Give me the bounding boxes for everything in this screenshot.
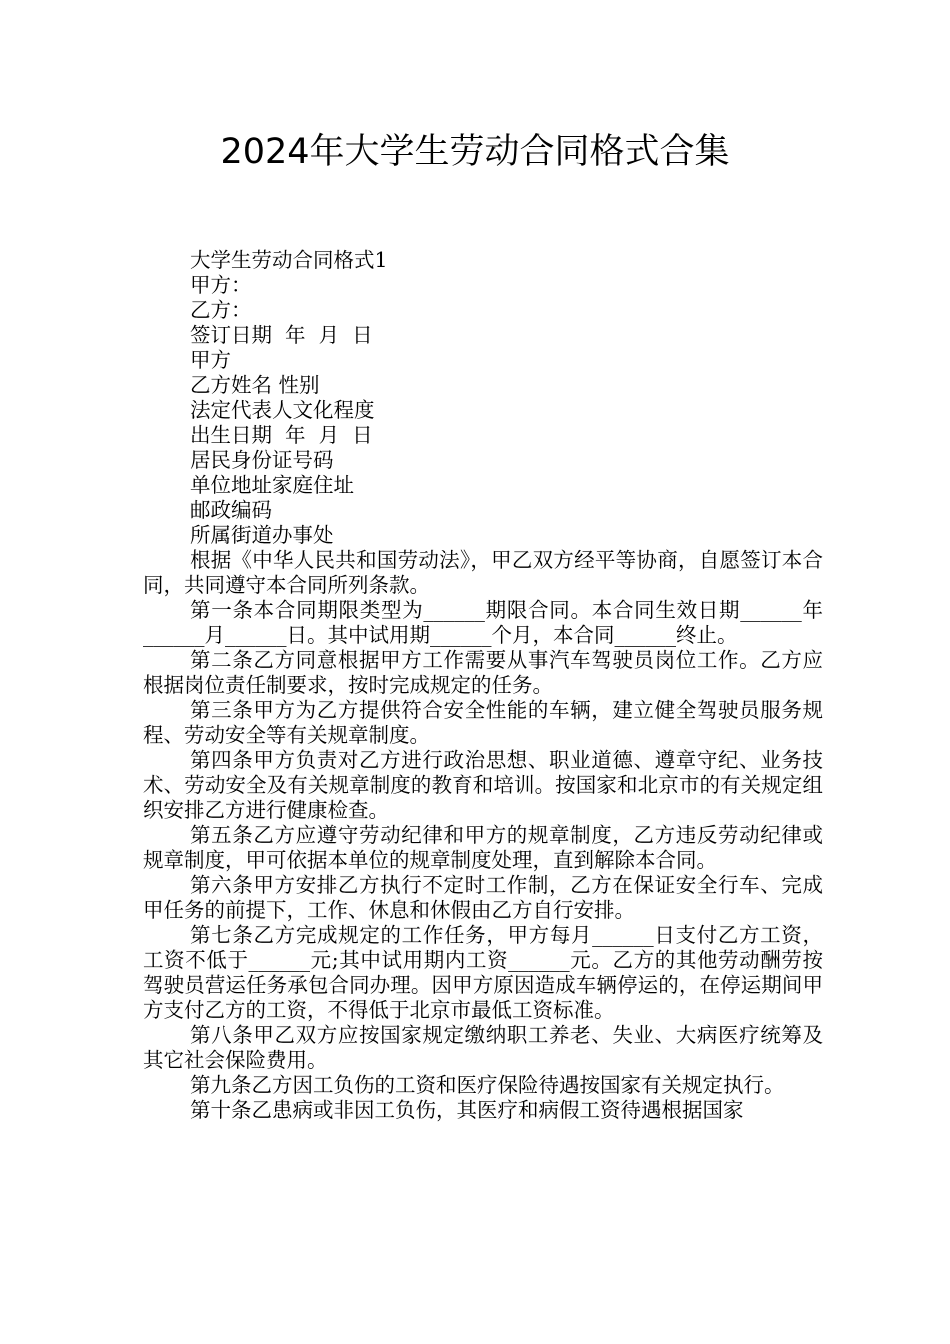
- paragraph-article-10: 第十条乙患病或非因工负伤，其医疗和病假工资待遇根据国家: [190, 1098, 744, 1122]
- header-line: 甲方: [190, 348, 231, 372]
- header-line: 大学生劳动合同格式1: [190, 248, 388, 272]
- document-body: [143, 248, 823, 1123]
- header-line: 邮政编码: [190, 498, 272, 522]
- header-line: 甲方：: [190, 273, 252, 297]
- header-line: 乙方姓名 性别: [190, 373, 320, 397]
- header-line: 所属街道办事处: [190, 523, 334, 547]
- header-line: 乙方：: [190, 298, 252, 322]
- paragraph-article-5: 第五条乙方应遵守劳动纪律和甲方的规章制度，乙方违反劳动纪律或规章制度，甲可依据本单位的规章制度处理，直到解除本合同。: [143, 823, 823, 872]
- paragraph-article-9: 第九条乙方因工负伤的工资和医疗保险待遇按国家有关规定执行。: [190, 1073, 785, 1097]
- paragraph-article-6: 第六条甲方安排乙方执行不定时工作制，乙方在保证安全行车、完成甲任务的前提下，工作、休息和休假由乙方自行安排。: [143, 873, 823, 922]
- paragraph-article-1: 第一条本合同期限类型为______期限合同。本合同生效日期______年______月______日。其中试用期______个月，本合同______终止。: [143, 598, 823, 647]
- paragraph-article-7: 第七条乙方完成规定的工作任务，甲方每月______日支付乙方工资，工资不低于______元;其中试用期内工资______元。乙方的其他劳动酬劳按驾驶员营运任务承包合同办理。因甲方原因造成车辆停运的，在停运期间甲方支付乙方的工资，不得低于北京市最低工资标准。: [143, 923, 823, 1022]
- header-line: 签订日期 年 月 日: [190, 323, 373, 347]
- paragraph-preamble: 根据《中华人民共和国劳动法》，甲乙双方经平等协商，自愿签订本合同，共同遵守本合同所列条款。: [143, 548, 823, 597]
- paragraph-article-4: 第四条甲方负责对乙方进行政治思想、职业道德、遵章守纪、业务技术、劳动安全及有关规章制度的教育和培训。按国家和北京市的有关规定组织安排乙方进行健康检查。: [143, 748, 823, 822]
- paragraph-article-3: 第三条甲方为乙方提供符合安全性能的车辆，建立健全驾驶员服务规程、劳动安全等有关规章制度。: [143, 698, 823, 747]
- header-line: 出生日期 年 月 日: [190, 423, 373, 447]
- paragraph-article-8: 第八条甲乙双方应按国家规定缴纳职工养老、失业、大病医疗统筹及其它社会保险费用。: [143, 1023, 823, 1072]
- header-line: 法定代表人文化程度: [190, 398, 375, 422]
- document-title: 2024年大学生劳动合同格式合集: [220, 132, 730, 172]
- paragraph-article-2: 第二条乙方同意根据甲方工作需要从事汽车驾驶员岗位工作。乙方应根据岗位责任制要求，按时完成规定的任务。: [143, 648, 823, 697]
- header-line: 单位地址家庭住址: [190, 473, 354, 497]
- header-line: 居民身份证号码: [190, 448, 334, 472]
